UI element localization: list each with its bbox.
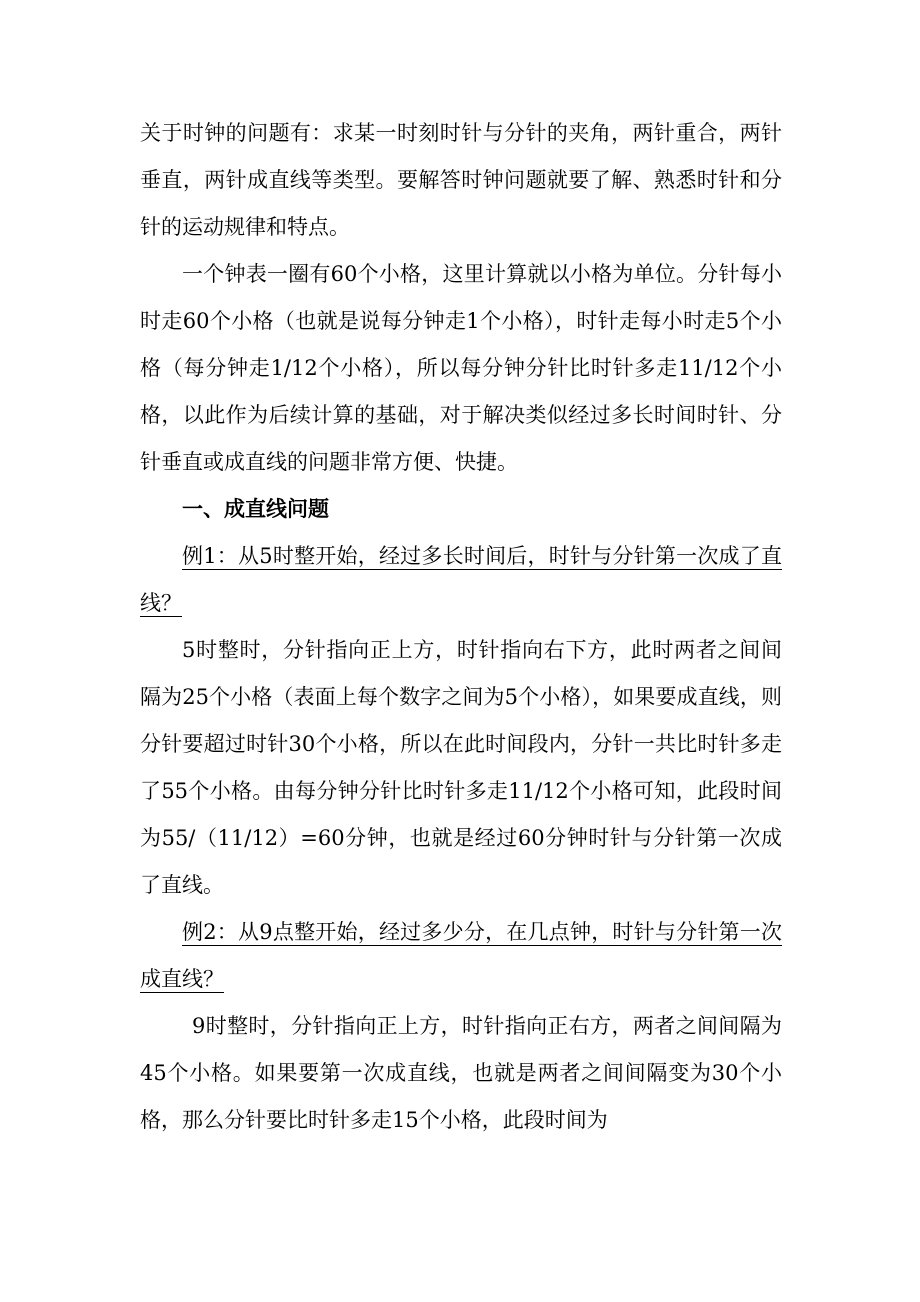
- example-1-solution: 5时整时，分针指向正上方，时针指向右下方，此时两者之间间隔为25个小格（表面上每个数字之间为5个小格），如果要成直线，则分针要超过时针30个小格，所以在此时间段内，分针一共比时针多走了55个小格。由每分钟分针比时针多走11/12个小格可知，此段时间为55/（11/12）=60分钟，也就是经过60分钟时针与分针第一次成了直线。: [140, 638, 782, 897]
- example-1-question-text: 例1：从5时整开始，经过多长时间后，时针与分针第一次成了直线？: [140, 544, 782, 615]
- example-2-solution: 9时整时，分针指向正上方，时针指向正右方，两者之间间隔为45个小格。如果要第一次成直线，也就是两者之间间隔变为30个小格，那么分针要比时针多走15个小格，此段时间为: [140, 1014, 782, 1132]
- section-heading-straight-line: 一、成直线问题: [182, 497, 329, 521]
- example-2-question: [140, 909, 782, 1003]
- document-body: [140, 110, 782, 1144]
- intro-paragraph: 关于时钟的问题有：求某一时刻时针与分针的夹角，两针重合，两针垂直，两针成直线等类型。要解答时钟问题就要了解、熟悉时针和分针的运动规律和特点。: [140, 121, 782, 239]
- example-1-question: [140, 533, 782, 627]
- example-2-question-text: 例2：从9点整开始，经过多少分，在几点钟，时针与分针第一次成直线？: [140, 920, 782, 991]
- basis-paragraph: 一个钟表一圈有60个小格，这里计算就以小格为单位。分针每小时走60个小格（也就是说每分钟走1个小格），时针走每小时走5个小格（每分钟走1/12个小格），所以每分钟分针比时针多走11/12个小格，以此作为后续计算的基础，对于解决类似经过多长时间时针、分针垂直或成直线的问题非常方便、快捷。: [140, 262, 782, 474]
